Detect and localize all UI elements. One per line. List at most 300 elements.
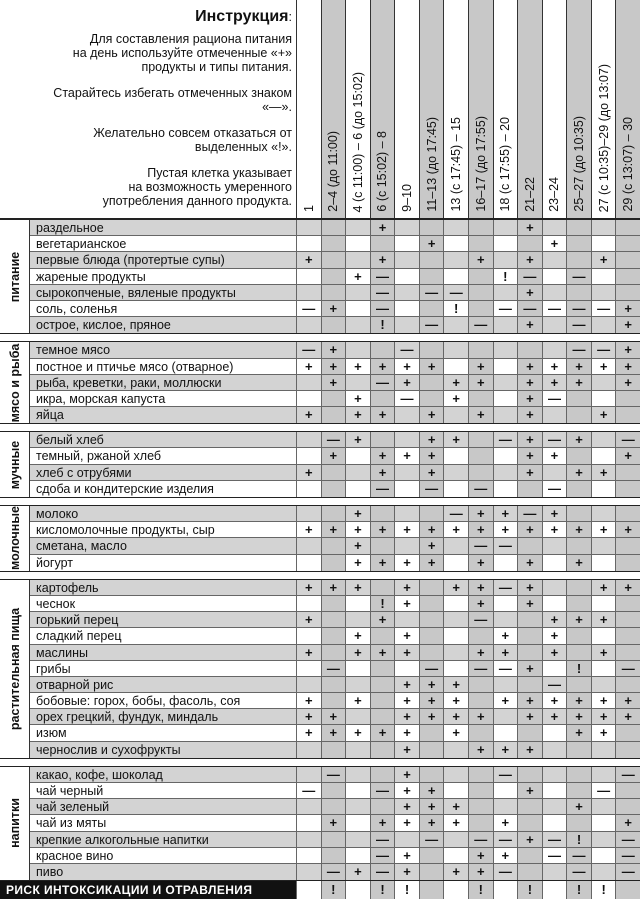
table-row: [30, 220, 640, 236]
table-cell: +: [345, 864, 370, 880]
table-cell: +: [370, 220, 395, 235]
table-cell: [542, 742, 567, 758]
table-cell: [443, 742, 468, 758]
table-cell: +: [468, 375, 493, 390]
table-cell: [591, 661, 616, 676]
table-row: [30, 799, 640, 815]
table-cell: —: [321, 864, 346, 880]
row-label: чай зеленый: [36, 800, 110, 815]
table-cell: [296, 742, 321, 758]
table-cell: +: [370, 555, 395, 571]
table-cell: [493, 799, 518, 814]
table-cell: [296, 538, 321, 553]
table-cell: +: [394, 725, 419, 740]
row-label: кисломолочные продукты, сыр: [36, 523, 215, 538]
table-cell: +: [615, 693, 640, 708]
table-cell: +: [419, 783, 444, 798]
table-cell: +: [517, 693, 542, 708]
table-cell: [566, 220, 591, 235]
table-cell: +: [493, 506, 518, 521]
table-cell: —: [542, 391, 567, 406]
instructions-title: Инструкция: [195, 8, 289, 25]
table-cell: —: [517, 269, 542, 284]
table-cell: [296, 677, 321, 692]
table-cell: [394, 481, 419, 497]
table-cell: [345, 481, 370, 497]
table-cell: —: [615, 767, 640, 782]
table-cell: +: [517, 783, 542, 798]
table-cell: +: [296, 359, 321, 374]
section-gap: [0, 497, 640, 505]
table-cell: +: [517, 407, 542, 423]
table-cell: [591, 555, 616, 571]
table-cell: +: [493, 645, 518, 660]
table-cell: —: [493, 432, 518, 447]
table-cell: [493, 481, 518, 497]
table-cell: —: [296, 301, 321, 316]
table-cell: [443, 596, 468, 611]
table-cell: [542, 465, 567, 480]
table-cell: [443, 848, 468, 863]
table-row: [30, 301, 640, 317]
table-cell: +: [542, 693, 567, 708]
table-cell: [419, 645, 444, 660]
section-label-text: мясо и рыба: [7, 343, 22, 423]
table-cell: [419, 881, 444, 899]
table-cell: [566, 596, 591, 611]
table-cell: +: [566, 799, 591, 814]
table-cell: [296, 317, 321, 333]
table-cell: —: [542, 832, 567, 847]
table-cell: +: [345, 628, 370, 643]
table-cell: [394, 432, 419, 447]
row-label: бобовые: горох, бобы, фасоль, соя: [36, 694, 241, 709]
table-cell: [615, 628, 640, 643]
table-cell: [296, 506, 321, 521]
table-cell: +: [419, 538, 444, 553]
table-cell: +: [370, 252, 395, 267]
table-cell: [345, 465, 370, 480]
table-cell: +: [321, 709, 346, 724]
table-cell: [591, 220, 616, 235]
table-cell: +: [394, 693, 419, 708]
table-cell: [370, 432, 395, 447]
table-cell: [615, 783, 640, 798]
table-cell: [296, 432, 321, 447]
table-cell: [591, 538, 616, 553]
table-cell: +: [591, 252, 616, 267]
table-cell: —: [468, 832, 493, 847]
table-cell: +: [517, 555, 542, 571]
table-cell: [443, 342, 468, 357]
table-cell: +: [296, 645, 321, 660]
table-cell: !: [370, 596, 395, 611]
table-cell: +: [345, 432, 370, 447]
table-row: [30, 432, 640, 448]
column-header-label: 29 (с 13:07) – 30: [621, 117, 636, 212]
table-cell: +: [615, 709, 640, 724]
table-cell: +: [468, 555, 493, 571]
table-cell: +: [296, 407, 321, 423]
table-cell: [615, 645, 640, 660]
table-cell: [321, 252, 346, 267]
row-label: вегетарианское: [36, 237, 127, 252]
section-2: [0, 341, 640, 423]
table-cell: [296, 391, 321, 406]
table-cell: +: [615, 359, 640, 374]
table-cell: +: [443, 432, 468, 447]
table-cell: [493, 881, 518, 899]
table-cell: +: [419, 432, 444, 447]
table-cell: —: [493, 301, 518, 316]
table-row: [30, 448, 640, 464]
table-cell: [419, 864, 444, 880]
table-cell: +: [517, 742, 542, 758]
table-row: [30, 742, 640, 758]
table-cell: [419, 391, 444, 406]
table-cell: [468, 236, 493, 251]
section-gap: [0, 333, 640, 341]
column-header: [345, 0, 370, 218]
table-cell: [394, 661, 419, 676]
table-cell: +: [345, 555, 370, 571]
table-cell: !: [566, 881, 591, 899]
table-cell: +: [591, 612, 616, 627]
table-cell: —: [566, 864, 591, 880]
column-header: [591, 0, 616, 218]
table-cell: +: [542, 375, 567, 390]
table-cell: [443, 269, 468, 284]
table-cell: +: [517, 391, 542, 406]
table-cell: +: [493, 522, 518, 537]
table-row: [30, 661, 640, 677]
table-cell: —: [370, 269, 395, 284]
table-cell: [468, 677, 493, 692]
table-cell: [591, 448, 616, 463]
table-cell: +: [321, 359, 346, 374]
table-cell: [542, 285, 567, 300]
table-cell: [345, 742, 370, 758]
table-cell: [615, 596, 640, 611]
column-header: [370, 0, 395, 218]
column-header: [468, 0, 493, 218]
table-cell: +: [615, 375, 640, 390]
table-cell: +: [517, 375, 542, 390]
section-label: [0, 342, 30, 423]
table-cell: [615, 285, 640, 300]
table-cell: +: [345, 359, 370, 374]
table-cell: +: [566, 465, 591, 480]
table-cell: +: [321, 448, 346, 463]
table-cell: [321, 628, 346, 643]
table-cell: !: [566, 661, 591, 676]
row-label: сырокопченые, вяленые продукты: [36, 285, 236, 300]
table-cell: +: [468, 252, 493, 267]
section-label: [0, 580, 30, 758]
table-cell: [591, 677, 616, 692]
table-row: [30, 285, 640, 301]
table-cell: [321, 832, 346, 847]
table-cell: —: [370, 375, 395, 390]
table-cell: [321, 538, 346, 553]
table-cell: [542, 555, 567, 571]
table-cell: +: [517, 448, 542, 463]
row-label: йогурт: [36, 555, 74, 570]
table-cell: [321, 677, 346, 692]
instructions-line: Пустая клетка указывает: [147, 166, 292, 180]
table-cell: [615, 612, 640, 627]
table-cell: [566, 236, 591, 251]
table-cell: [566, 285, 591, 300]
table-cell: +: [370, 522, 395, 537]
table-cell: [493, 465, 518, 480]
table-cell: [419, 580, 444, 595]
column-header: [443, 0, 468, 218]
table-cell: [345, 285, 370, 300]
table-cell: [566, 645, 591, 660]
column-header-label: 4 (с 11:00) – 6 (до 15:02): [350, 71, 365, 212]
table-cell: +: [493, 693, 518, 708]
table-cell: —: [493, 832, 518, 847]
table-cell: [468, 301, 493, 316]
column-header: [419, 0, 444, 218]
table-cell: —: [542, 432, 567, 447]
instructions-line: продукты и типы питания.: [141, 60, 292, 74]
table-cell: [468, 815, 493, 830]
table-row: [30, 864, 640, 880]
table-cell: —: [468, 481, 493, 497]
row-label: чай черный: [36, 784, 104, 798]
section-label: [0, 506, 30, 571]
table-cell: +: [493, 815, 518, 830]
diet-table: [0, 218, 640, 898]
instructions-line: на возможность умеренного: [128, 180, 292, 194]
table-cell: +: [394, 709, 419, 724]
table-cell: [566, 506, 591, 521]
table-cell: [566, 677, 591, 692]
table-cell: +: [615, 317, 640, 333]
table-cell: +: [419, 407, 444, 423]
table-cell: [615, 269, 640, 284]
table-cell: [321, 269, 346, 284]
table-cell: +: [394, 580, 419, 595]
table-cell: [345, 815, 370, 830]
row-label: сдоба и кондитерские изделия: [36, 481, 214, 496]
instructions-paragraph-2: [0, 86, 292, 114]
table-cell: !: [468, 881, 493, 899]
table-cell: +: [493, 742, 518, 758]
table-cell: —: [615, 432, 640, 447]
table-cell: +: [419, 555, 444, 571]
table-cell: [517, 848, 542, 863]
table-row: [30, 236, 640, 252]
table-cell: +: [517, 465, 542, 480]
table-cell: —: [493, 538, 518, 553]
table-cell: +: [419, 465, 444, 480]
section-label: [0, 220, 30, 333]
table-cell: [321, 317, 346, 333]
table-cell: [542, 269, 567, 284]
table-cell: —: [542, 677, 567, 692]
row-label: грибы: [36, 661, 71, 676]
table-cell: [394, 832, 419, 847]
table-cell: [321, 220, 346, 235]
table-cell: [370, 742, 395, 758]
column-header-label: 23–24: [547, 177, 562, 212]
table-row: [30, 506, 640, 522]
table-cell: +: [517, 596, 542, 611]
table-row: [30, 783, 640, 799]
table-cell: [493, 725, 518, 740]
table-cell: [517, 864, 542, 880]
table-cell: +: [468, 848, 493, 863]
table-cell: [370, 391, 395, 406]
table-cell: [493, 709, 518, 724]
table-cell: [394, 506, 419, 521]
table-cell: !: [370, 881, 395, 899]
table-cell: —: [566, 848, 591, 863]
table-cell: +: [468, 580, 493, 595]
table-cell: +: [468, 645, 493, 660]
table-cell: +: [542, 236, 567, 251]
table-cell: [345, 783, 370, 798]
table-cell: +: [419, 522, 444, 537]
table-cell: —: [443, 506, 468, 521]
table-cell: +: [419, 236, 444, 251]
table-cell: +: [345, 538, 370, 553]
table-cell: +: [542, 359, 567, 374]
table-cell: —: [370, 285, 395, 300]
table-cell: +: [394, 848, 419, 863]
instructions-line: употребления данного продукта.: [102, 194, 292, 208]
table-cell: —: [321, 661, 346, 676]
column-header: [493, 0, 518, 218]
table-cell: [345, 375, 370, 390]
table-cell: [615, 407, 640, 423]
table-cell: +: [370, 359, 395, 374]
table-cell: [615, 506, 640, 521]
column-header: [321, 0, 346, 218]
table-cell: [468, 342, 493, 357]
table-cell: [468, 783, 493, 798]
table-row: [30, 677, 640, 693]
table-cell: [345, 448, 370, 463]
row-label: острое, кислое, пряное: [36, 318, 171, 333]
table-cell: +: [468, 742, 493, 758]
column-header: [615, 0, 640, 218]
table-cell: !: [394, 881, 419, 899]
instructions-line: Желательно совсем отказаться от: [93, 126, 292, 140]
table-cell: [296, 220, 321, 235]
table-cell: +: [591, 709, 616, 724]
table-cell: [443, 645, 468, 660]
table-cell: [468, 799, 493, 814]
table-cell: —: [321, 767, 346, 782]
table-cell: [345, 220, 370, 235]
row-label: пиво: [36, 864, 64, 879]
table-cell: [468, 220, 493, 235]
table-row: [30, 612, 640, 628]
section-label-text: напитки: [7, 798, 22, 849]
table-cell: [321, 481, 346, 497]
table-cell: !: [443, 301, 468, 316]
table-row: [30, 375, 640, 391]
table-cell: !: [370, 317, 395, 333]
table-cell: [443, 767, 468, 782]
table-cell: +: [345, 645, 370, 660]
table-cell: +: [419, 815, 444, 830]
table-cell: +: [345, 269, 370, 284]
table-cell: [542, 881, 567, 899]
table-cell: —: [591, 342, 616, 357]
row-label: соль, соленья: [36, 301, 118, 316]
table-cell: +: [321, 815, 346, 830]
table-cell: +: [394, 448, 419, 463]
table-row: [30, 848, 640, 864]
row-label: какао, кофе, шоколад: [36, 767, 163, 782]
table-cell: [345, 342, 370, 357]
table-cell: [591, 236, 616, 251]
table-cell: +: [370, 612, 395, 627]
table-cell: !: [321, 881, 346, 899]
column-header-label: 1: [301, 205, 316, 212]
table-cell: +: [517, 359, 542, 374]
table-cell: [419, 612, 444, 627]
table-cell: [321, 783, 346, 798]
table-cell: [493, 448, 518, 463]
table-cell: +: [517, 252, 542, 267]
table-cell: [370, 236, 395, 251]
table-cell: [419, 252, 444, 267]
row-label: орех грецкий, фундук, миндаль: [36, 710, 219, 725]
table-cell: !: [591, 881, 616, 899]
table-cell: —: [542, 848, 567, 863]
table-cell: —: [370, 832, 395, 847]
table-cell: [542, 725, 567, 740]
table-cell: —: [517, 506, 542, 521]
table-cell: [517, 628, 542, 643]
table-cell: —: [468, 661, 493, 676]
table-cell: +: [345, 391, 370, 406]
table-cell: —: [370, 481, 395, 497]
table-cell: [321, 596, 346, 611]
table-cell: +: [468, 596, 493, 611]
table-cell: [321, 285, 346, 300]
table-cell: !: [517, 881, 542, 899]
table-cell: [345, 767, 370, 782]
table-cell: [345, 596, 370, 611]
table-cell: +: [394, 375, 419, 390]
table-row: [30, 767, 640, 783]
table-cell: +: [542, 628, 567, 643]
table-cell: +: [321, 522, 346, 537]
table-cell: [296, 375, 321, 390]
table-cell: [591, 815, 616, 830]
table-cell: [493, 596, 518, 611]
table-cell: —: [591, 301, 616, 316]
table-cell: [566, 252, 591, 267]
table-cell: —: [493, 580, 518, 595]
table-row: [30, 522, 640, 538]
table-cell: +: [566, 375, 591, 390]
table-cell: [370, 709, 395, 724]
table-cell: [566, 767, 591, 782]
table-cell: [493, 317, 518, 333]
table-cell: [345, 252, 370, 267]
table-cell: +: [517, 709, 542, 724]
table-cell: +: [321, 301, 346, 316]
table-cell: [419, 269, 444, 284]
